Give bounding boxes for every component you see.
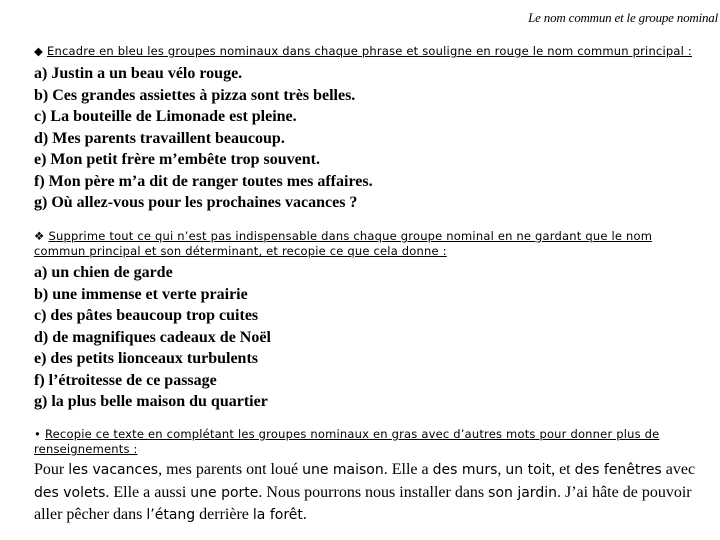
text-segment: Pour: [34, 461, 69, 478]
sentence-b: b) Ces grandes assiettes à pizza sont très belles.: [34, 86, 356, 104]
text-segment: , mes parents ont loué: [158, 461, 303, 478]
exercise-1-sentences: [34, 63, 373, 214]
text-segment: avec: [661, 461, 696, 478]
item-a: a) un chien de garde: [34, 264, 173, 281]
nominal-group: des murs: [432, 462, 498, 478]
text-segment: ,: [497, 461, 506, 478]
item-f: f) l’étroitesse de ce passage: [34, 371, 217, 389]
nominal-group: la forêt: [252, 507, 303, 523]
item-d: d) de magnifiques cadeaux de Noël: [34, 328, 271, 346]
item-c: c) des pâtes beaucoup trop cuites: [34, 307, 259, 324]
exercise-1-instruction: [34, 44, 714, 59]
sentence-a: a) Justin a un beau vélo rouge.: [34, 65, 243, 82]
exercise-3-instruction-line1: Recopie ce texte en complétant les groupes nominaux en gras avec d’autres mots pour donner plus de: [44, 427, 660, 441]
item-e: e) des petits lionceaux turbulents: [34, 350, 258, 367]
dot-bullet-icon: •: [34, 427, 41, 441]
exercise-3-instruction-line2: renseignements :: [34, 442, 138, 456]
text-segment: . Nous pourrons nous installer dans: [258, 483, 489, 501]
sentence-c: c) La bouteille de Limonade est pleine.: [34, 108, 297, 125]
nominal-group: son jardin: [488, 484, 557, 501]
sentence-d: d) Mes parents travaillent beaucoup.: [34, 129, 285, 147]
nominal-group: une maison: [302, 462, 384, 478]
star-diamond-bullet-icon: ❖: [34, 229, 45, 243]
exercise-2-items: [34, 262, 271, 413]
sentence-e: e) Mon petit frère m’embête trop souvent.: [34, 151, 320, 168]
text-segment: . Elle a: [383, 461, 433, 478]
exercise-1-instruction-text: Encadre en bleu les groupes nominaux dans chaque phrase et souligne en rouge le nom commun principal :: [47, 44, 692, 58]
exercise-2-instruction-line2: commun principal et son déterminant, et recopie ce que cela donne :: [34, 244, 447, 258]
diamond-bullet-icon: ◆: [34, 44, 44, 58]
item-g: g) la plus belle maison du quartier: [34, 393, 268, 410]
exercise-3-instruction: [34, 427, 714, 457]
sentence-g: g) Où allez-vous pour les prochaines vacances ?: [34, 194, 358, 211]
sentence-f: f) Mon père m’a dit de ranger toutes mes affaires.: [34, 172, 373, 190]
text-segment: derrière: [195, 506, 253, 523]
exercise-2-instruction-line1: Supprime tout ce qui n’est pas indispensable dans chaque groupe nominal en ne gardant que le nom: [48, 229, 653, 243]
nominal-group: une porte: [190, 484, 259, 501]
nominal-group: un toit: [505, 462, 552, 478]
nominal-group: les vacances: [68, 462, 159, 478]
text-segment: . Elle a aussi: [105, 483, 191, 501]
exercise-3-text: [34, 459, 718, 527]
nominal-group: l’étang: [146, 507, 196, 523]
page-title: Le nom commun et le groupe nominal: [528, 10, 718, 25]
nominal-group: des volets: [34, 484, 106, 501]
nominal-group: des fenêtres: [574, 462, 662, 478]
item-b: b) une immense et verte prairie: [34, 285, 248, 303]
text-segment: , et: [551, 461, 575, 478]
exercise-2-instruction: [34, 229, 714, 259]
text-segment: .: [302, 506, 307, 523]
text-segment: . J’ai hâte de pouvoir aller pêcher dans: [34, 483, 692, 523]
